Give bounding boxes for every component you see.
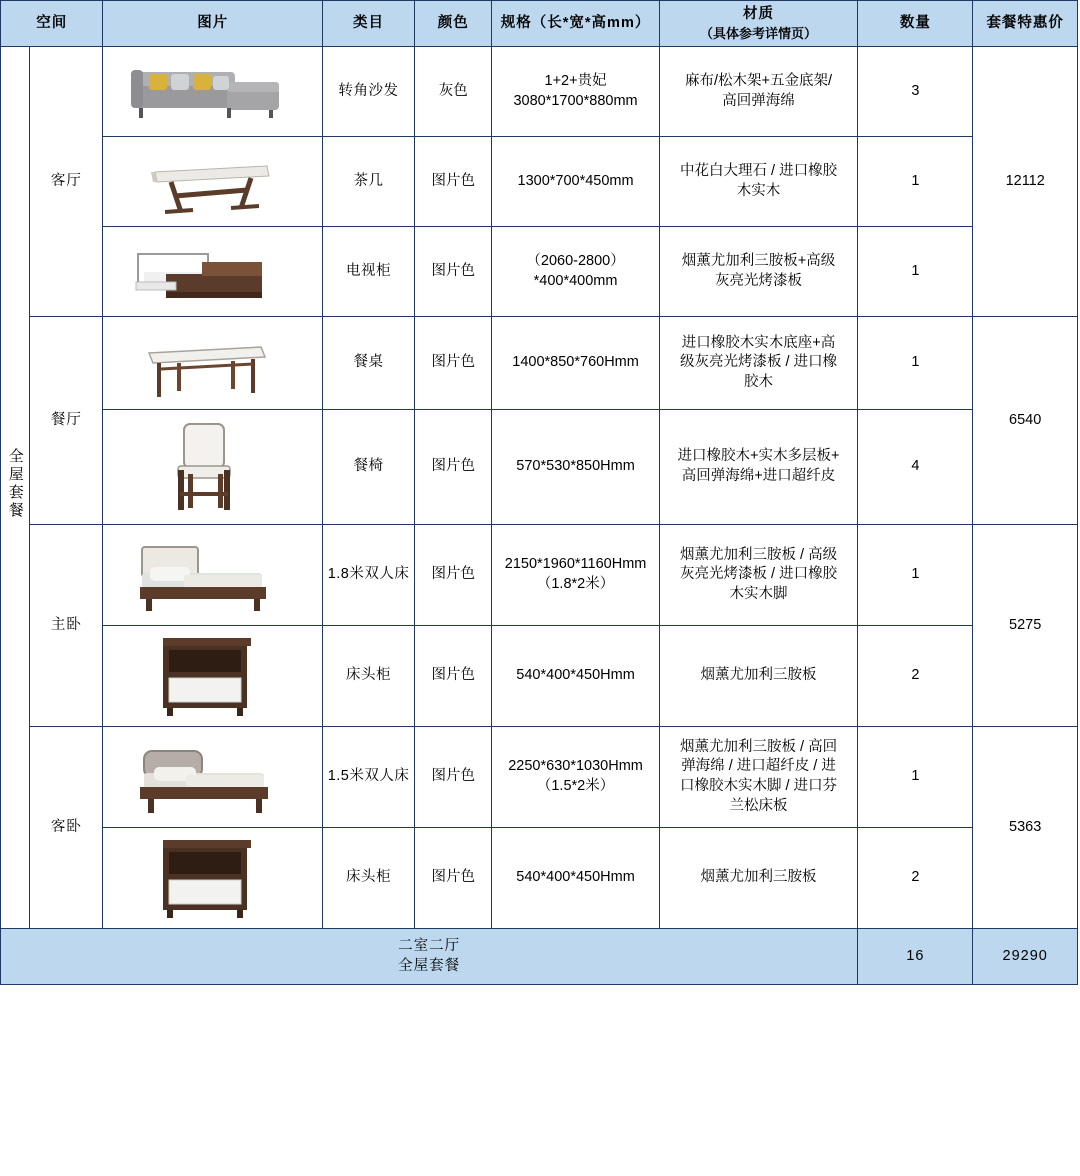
product-qty: 1 (858, 227, 973, 317)
header-material-main: 材质 (743, 5, 775, 22)
product-category: 餐桌 (323, 317, 415, 410)
product-image-cell (103, 727, 323, 828)
product-material (659, 137, 858, 227)
header-color: 颜色 (415, 1, 492, 47)
product-image-cell (103, 137, 323, 227)
product-category: 1.5米双人床 (323, 727, 415, 828)
product-spec (492, 137, 659, 227)
product-qty: 1 (858, 137, 973, 227)
material-line-1: 进口橡胶木+实木多层板+ (677, 448, 840, 465)
spec-line-1: 540*400*450Hmm (516, 667, 635, 684)
package-label: 全屋套餐 (6, 448, 24, 521)
spec-line-1: 1300*700*450mm (517, 172, 634, 189)
footer-label-line-2: 全屋套餐 (398, 957, 461, 974)
material-line-2: 高回弹海绵+进口超纤皮 (681, 468, 836, 484)
room-price-master-bedroom: 5275 (973, 525, 1078, 727)
header-space: 空间 (1, 1, 103, 47)
product-color: 灰色 (415, 47, 492, 137)
material-line-1: 烟薰尤加利三胺板 (700, 667, 817, 684)
footer-total-price: 29290 (973, 929, 1078, 985)
material-line-2: 木实木 (736, 182, 781, 199)
product-material (659, 828, 858, 929)
product-qty: 1 (858, 317, 973, 410)
header-qty: 数量 (858, 1, 973, 47)
material-line-3: 胶木 (744, 373, 774, 390)
product-image-cell (103, 47, 323, 137)
product-qty: 2 (858, 626, 973, 727)
table-row (1, 828, 1078, 929)
spec-line-1: 1400*850*760Hmm (512, 354, 639, 371)
product-image-cell (103, 410, 323, 525)
spec-line-1: 2150*1960*1160Hmm (504, 556, 647, 573)
material-line-3: 木实木脚 (729, 585, 788, 602)
header-material (659, 1, 858, 47)
room-label-dining: 餐厅 (30, 317, 103, 525)
material-line-1: 进口橡胶木实木底座+高 (681, 334, 836, 351)
product-material (659, 47, 858, 137)
spec-line-2: （1.8*2米） (536, 576, 615, 592)
room-price-dining: 6540 (973, 317, 1078, 525)
product-category: 电视柜 (323, 227, 415, 317)
product-image-cell (103, 525, 323, 626)
product-spec (492, 727, 659, 828)
product-color: 图片色 (415, 410, 492, 525)
product-qty: 4 (858, 410, 973, 525)
room-label-living: 客厅 (30, 47, 103, 317)
product-category: 转角沙发 (323, 47, 415, 137)
footer-total-qty: 16 (858, 929, 973, 985)
product-qty: 2 (858, 828, 973, 929)
product-category: 1.8米双人床 (323, 525, 415, 626)
spec-line-1: 1+2+贵妃 (544, 72, 607, 89)
product-material (659, 626, 858, 727)
material-line-2: 高回弹海绵 (722, 92, 795, 109)
product-category: 茶几 (323, 137, 415, 227)
product-material (659, 227, 858, 317)
table-row (1, 410, 1078, 525)
product-spec (492, 828, 659, 929)
nightstand-icon (106, 830, 302, 926)
spec-line-1: （2060-2800） (526, 252, 625, 269)
product-spec (492, 317, 659, 410)
header-price: 套餐特惠价 (973, 1, 1078, 47)
product-qty: 1 (858, 525, 973, 626)
spec-line-2: （1.5*2米） (536, 778, 615, 794)
material-line-1: 烟薰尤加利三胺板 / 高级 (679, 546, 838, 563)
product-spec (492, 227, 659, 317)
table-row (1, 626, 1078, 727)
product-spec (492, 525, 659, 626)
tv-cabinet-icon (106, 229, 302, 314)
room-price-guest-bedroom: 5363 (973, 727, 1078, 929)
material-line-2: 弹海绵 / 进口超纤皮 / 进 (681, 758, 836, 775)
spec-line-1: 2250*630*1030Hmm (508, 758, 643, 775)
product-image-cell (103, 828, 323, 929)
sectional-sofa-icon (106, 49, 302, 134)
product-spec (492, 47, 659, 137)
material-line-1: 中花白大理石 / 进口橡胶 (679, 162, 838, 179)
product-material (659, 525, 858, 626)
product-category: 餐椅 (323, 410, 415, 525)
product-spec (492, 410, 659, 525)
product-spec (492, 626, 659, 727)
product-category: 床头柜 (323, 626, 415, 727)
dining-table-icon (106, 319, 302, 407)
table-row (1, 47, 1078, 137)
product-material (659, 317, 858, 410)
product-color: 图片色 (415, 727, 492, 828)
product-color: 图片色 (415, 525, 492, 626)
product-material (659, 727, 858, 828)
double-bed-icon (106, 729, 302, 825)
material-line-2: 灰亮光烤漆板 (715, 272, 803, 289)
product-image-cell (103, 317, 323, 410)
table-footer-row (1, 929, 1078, 985)
table-row (1, 227, 1078, 317)
product-category: 床头柜 (323, 828, 415, 929)
header-category: 类目 (323, 1, 415, 47)
room-label-master-bedroom: 主卧 (30, 525, 103, 727)
dining-chair-icon (106, 412, 302, 522)
material-line-2: 级灰亮光烤漆板 / 进口橡 (679, 354, 838, 371)
spec-line-2: *400*400mm (533, 272, 618, 289)
material-line-3: 口橡胶木实木脚 / 进口芬 (679, 778, 838, 794)
footer-package-label (1, 929, 858, 985)
product-qty: 1 (858, 727, 973, 828)
header-material-sub: （具体参考详情页） (700, 25, 818, 41)
product-qty: 3 (858, 47, 973, 137)
header-spec: 规格（长*宽*高mm） (492, 1, 659, 47)
table-header-row (1, 1, 1078, 47)
product-image-cell (103, 227, 323, 317)
product-image-cell (103, 626, 323, 727)
table-row (1, 317, 1078, 410)
spec-line-1: 570*530*850Hmm (516, 458, 635, 475)
footer-label-line-1: 二室二厅 (398, 937, 461, 954)
product-color: 图片色 (415, 227, 492, 317)
table-row (1, 525, 1078, 626)
product-color: 图片色 (415, 317, 492, 410)
spec-line-2: 3080*1700*880mm (513, 92, 638, 109)
product-material (659, 410, 858, 525)
product-color: 图片色 (415, 626, 492, 727)
material-line-1: 烟薰尤加利三胺板 / 高回 (679, 738, 838, 755)
coffee-table-icon (106, 139, 302, 224)
table-row (1, 137, 1078, 227)
material-line-1: 烟薰尤加利三胺板+高级 (681, 252, 836, 269)
material-line-2: 灰亮光烤漆板 / 进口橡胶 (679, 566, 838, 583)
spec-line-1: 540*400*450Hmm (516, 869, 635, 886)
room-label-guest-bedroom: 客卧 (30, 727, 103, 929)
table-row (1, 727, 1078, 828)
package-label-cell (1, 47, 30, 929)
material-line-1: 麻布/松木架+五金底架/ (685, 72, 833, 89)
material-line-1: 烟薰尤加利三胺板 (700, 869, 817, 886)
material-line-4: 兰松床板 (729, 797, 788, 814)
header-image: 图片 (103, 1, 323, 47)
double-bed-icon (106, 527, 302, 623)
product-color: 图片色 (415, 828, 492, 929)
nightstand-icon (106, 628, 302, 724)
product-color: 图片色 (415, 137, 492, 227)
room-price-living: 12112 (973, 47, 1078, 317)
